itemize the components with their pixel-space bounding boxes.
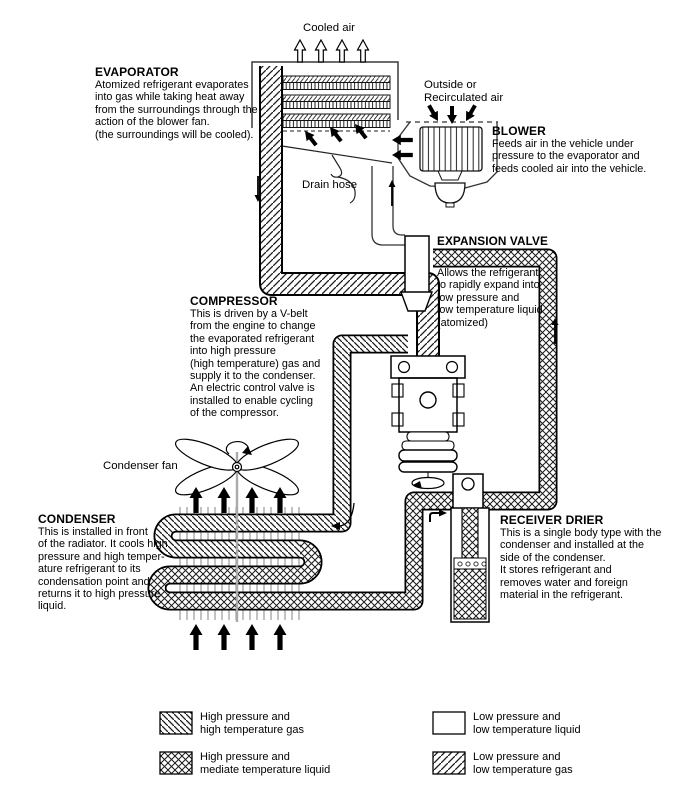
legend-label-hp-gas: High pressure and high temperature gas xyxy=(200,711,304,736)
receiver-drier-description: This is a single body type with the condenser and installed at the side of the condenser. It stores refrigerant and removes water and foreign material in the refrigerant. xyxy=(500,527,662,602)
cooled-air-label: Cooled air xyxy=(303,22,355,34)
refrigerant-up-arrow xyxy=(389,180,396,206)
blower-description: Feeds air in the vehicle under pressure to the evaporator and feeds cooled air into the vehicle. xyxy=(492,138,647,175)
blower-motor xyxy=(435,183,465,203)
blower-unit xyxy=(398,122,498,207)
blower-intake-arrow xyxy=(425,103,443,124)
condenser-fan-label: Condenser fan xyxy=(103,460,178,472)
stored-refrigerant xyxy=(454,569,486,619)
compressor-description: This is driven by a V-belt from the engine to change the evaporated refrigerant into high pressure (high temperature) gas and supply it to the condenser. An electric control valve is installed to enable cycling of the compressor. xyxy=(190,308,321,420)
legend-swatch-hp-liquid xyxy=(160,752,192,774)
pickup-tube xyxy=(462,508,478,558)
expansion-valve-body xyxy=(401,236,432,311)
sight-glass xyxy=(462,478,474,490)
compressor-unit xyxy=(391,356,465,489)
receiver-inlet-arrow xyxy=(430,510,447,523)
liquid-pipe-to-evaporator xyxy=(372,166,405,245)
drain-pan-and-hose xyxy=(282,146,392,203)
condenser-description: This is installed in front of the radiator. It cools high pressure and high temper- ature refrigerant to its condensation point and returns it to high pressure liquid. xyxy=(38,526,168,613)
expansion-valve-description: Allows the refrigerant to rapidly expand into low pressure and low temperature liquid (atomized) xyxy=(437,267,543,329)
drain-hose-label: Drain hose xyxy=(302,179,358,191)
legend-label-lp-liquid: Low pressure and low temperature liquid xyxy=(473,711,581,736)
legend-label-lp-gas: Low pressure and low temperature gas xyxy=(473,751,573,776)
blower-wheel xyxy=(420,127,482,171)
legend-swatch-lp-liquid xyxy=(433,712,465,734)
cooled-air-arrow xyxy=(295,40,306,62)
evaporator-description: Atomized refrigerant evaporates into gas while taking heat away from the surroundings through the action of the blower fan. (the surroundings will be cooled). xyxy=(95,79,258,141)
compressor-title: COMPRESSOR xyxy=(190,294,278,308)
receiver-drier-tank xyxy=(451,474,489,622)
legend-swatch-lp-gas xyxy=(433,752,465,774)
legend-swatch-hp-gas xyxy=(160,712,192,734)
legend-label-hp-liquid: High pressure and mediate temperature liquid xyxy=(200,751,331,776)
condenser-title: CONDENSER xyxy=(38,512,116,526)
evaporator-core xyxy=(283,76,390,131)
expansion-valve-title: EXPANSION VALVE xyxy=(437,234,548,248)
evaporator-title: EVAPORATOR xyxy=(95,65,179,79)
compressor-pulley xyxy=(399,450,457,461)
outside-air-label: Outside or Recirculated air xyxy=(424,79,504,104)
desiccant-filter xyxy=(454,558,486,569)
receiver-drier-title: RECEIVER DRIER xyxy=(500,513,604,527)
blower-title: BLOWER xyxy=(492,124,546,138)
